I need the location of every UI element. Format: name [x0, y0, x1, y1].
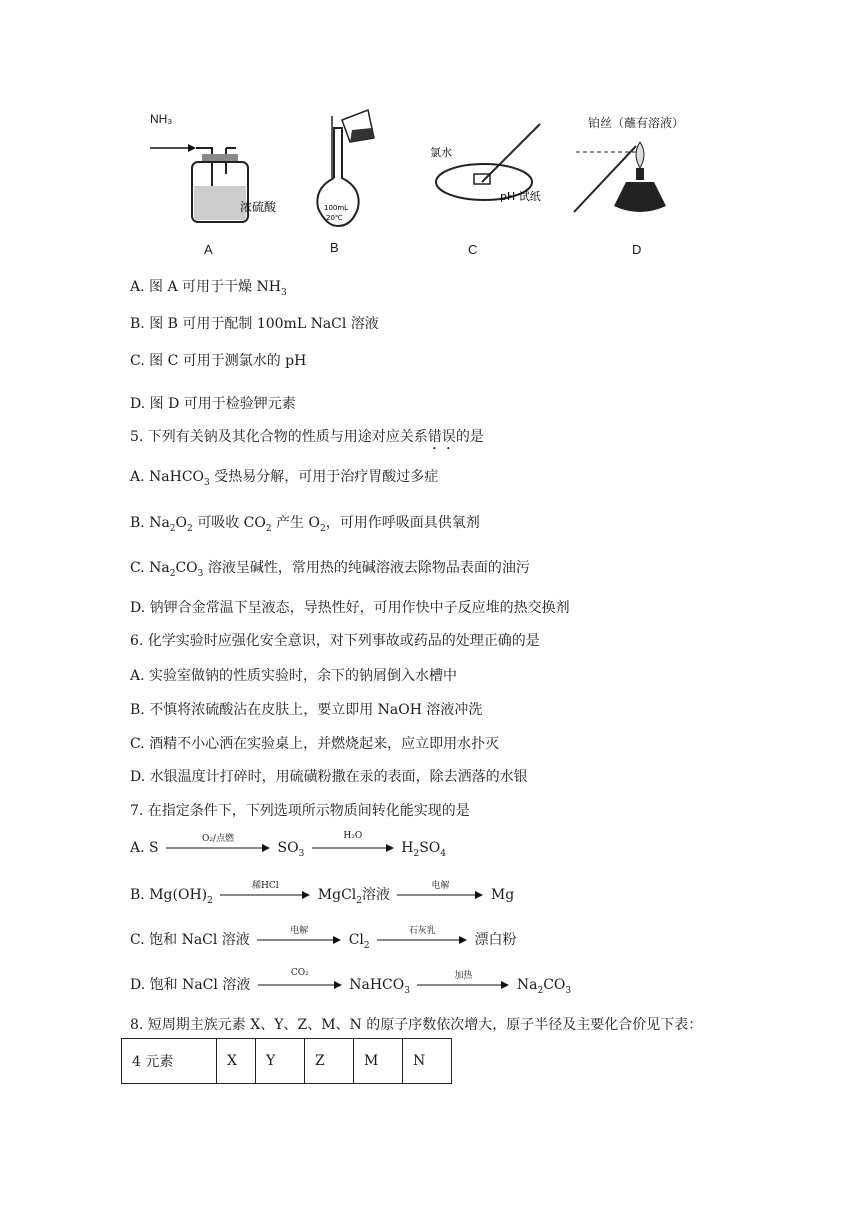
reaction-arrow: 稀HCl — [220, 891, 310, 899]
reaction-arrow: H₂O — [312, 844, 394, 852]
table-cell: X — [217, 1039, 256, 1084]
reaction-arrow: CO₂ — [258, 981, 342, 989]
figure-d-label: D — [632, 242, 642, 257]
q7-option-b: B. $Mg(OH)_2$ 稀HCl MgCl$_2$溶液 电解 Mg — [130, 881, 515, 906]
table-cell: Z — [305, 1039, 354, 1084]
figure-b-label: B — [330, 240, 339, 255]
figure-b-volumetric-flask — [312, 108, 392, 238]
q5-option-c: C. $Na_2CO_3$ 溶液呈碱性，常用热的纯碱溶液去除物品表面的油污 — [130, 560, 530, 579]
figure-b-temp: 20℃ — [326, 214, 343, 222]
reaction-arrow: O₂/点燃 — [166, 844, 270, 852]
q5-option-a: A. NaHCO$_3$ 受热易分解，可用于治疗胃酸过多症 — [130, 469, 439, 488]
figure-c-paper: pH 试纸 — [500, 190, 541, 203]
figure-c-ph-test — [430, 122, 570, 232]
q5-option-b: B. $Na_2O_2$ 可吸收 $CO_2$ 产生 $O_2$，可用作呼吸面具供氧剂 — [130, 515, 480, 534]
q7-option-d: D. 饱和 NaCl 溶液 CO₂ NaHCO$_3$ 加热 $Na_2CO_3$ — [130, 968, 572, 996]
q4-option-a: A. 图 A 可用于干燥 $NH_3$ — [130, 279, 287, 298]
q5-option-d: D. 钠钾合金常温下呈液态，导热性好，可用作快中子反应堆的热交换剂 — [130, 600, 570, 616]
figure-a-gas: NH₃ — [150, 112, 173, 126]
reaction-arrow: 电解 — [397, 891, 483, 899]
q6-option-c: C. 酒精不小心洒在实验桌上，并燃烧起来，应立即用水扑灭 — [130, 736, 500, 752]
q7-option-c: C. 饱和 NaCl 溶液 电解 $Cl_2$ 石灰乳 漂白粉 — [130, 926, 517, 951]
figure-c-reagent: 氯水 — [430, 146, 452, 159]
table-row — [122, 1039, 452, 1084]
q4-option-d: D. 图 D 可用于检验钾元素 — [130, 396, 296, 412]
q6-option-a: A. 实验室做钠的性质实验时，余下的钠屑倒入水槽中 — [130, 668, 458, 684]
table-cell: N — [403, 1039, 452, 1084]
q8-stem: 8. 短周期主族元素 X、Y、Z、M、N 的原子序数依次增大，原子半径及主要化合价见下表： — [130, 1017, 703, 1033]
table-cell: Y — [256, 1039, 305, 1084]
figure-c-label: C — [468, 242, 478, 257]
table-cell: M — [354, 1039, 403, 1084]
apparatus-figures — [140, 108, 685, 268]
q5-stem: 5. 下列有关钠及其化合物的性质与用途对应关系错误的是 — [130, 429, 484, 445]
q4-option-b: B. 图 B 可用于配制 100mL NaCl 溶液 — [130, 316, 379, 332]
figure-a-gas-washing-bottle — [140, 116, 280, 236]
q4-option-c: C. 图 C 可用于测氯水的 pH — [130, 353, 307, 369]
reaction-arrow: 石灰乳 — [377, 936, 467, 944]
element-table — [121, 1038, 452, 1084]
q6-option-d: D. 水银温度计打碎时，用硫磺粉撒在汞的表面，除去洒落的水银 — [130, 769, 528, 785]
q6-option-b: B. 不慎将浓硫酸沾在皮肤上，要立即用 NaOH 溶液冲洗 — [130, 702, 483, 718]
q7-stem: 7. 在指定条件下，下列选项所示物质间转化能实现的是 — [130, 803, 470, 819]
figure-a-label: A — [204, 242, 213, 257]
figure-d-flame-test — [570, 124, 710, 244]
reaction-arrow: 加热 — [417, 981, 509, 989]
reaction-arrow: 电解 — [257, 936, 341, 944]
q6-stem: 6. 化学实验时应强化安全意识，对下列事故或药品的处理正确的是 — [130, 633, 540, 649]
figure-a-reagent: 浓硫酸 — [240, 200, 277, 214]
figure-d-wire: 铂丝（蘸有溶液） — [588, 116, 685, 130]
table-cell: 4 元素 — [122, 1039, 217, 1084]
figure-b-mark: 100mL — [324, 204, 349, 212]
q7-option-a: A. S O₂/点燃 $SO_3$ H₂O $H_2SO_4$ — [130, 831, 446, 859]
